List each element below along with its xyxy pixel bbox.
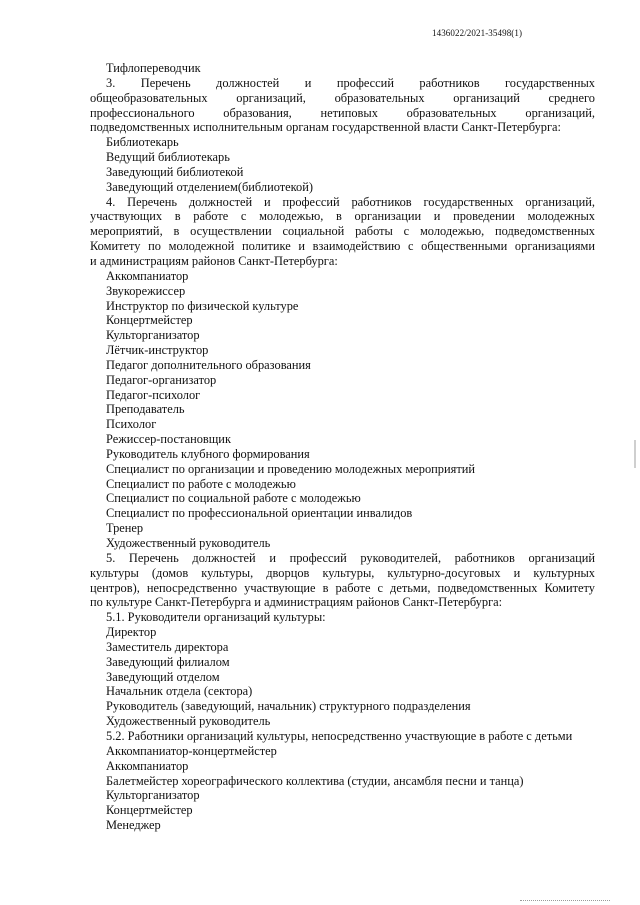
- document-line: Культорганизатор: [106, 788, 200, 803]
- document-line: Аккомпаниатор: [106, 268, 189, 283]
- document-line: профессионального образования, нетиповых образовательных организаций,: [90, 105, 595, 120]
- document-line: Педагог дополнительного образования: [106, 357, 311, 372]
- document-line: Педагог-психолог: [106, 387, 201, 402]
- document-body: [90, 61, 595, 833]
- document-line: Тифлопереводчик: [106, 61, 201, 75]
- scan-footer-mark: [520, 900, 610, 902]
- document-line: Режиссер-постановщик: [106, 432, 231, 447]
- document-line: Психолог: [106, 417, 157, 432]
- document-line: Тренер: [106, 521, 144, 536]
- document-line: мероприятий, в осуществлении социальной работы с молодежью, подведомственных: [90, 224, 595, 239]
- document-line: культуры (домов культуры, дворцов культуры, культурно-досуговых и культурных: [90, 565, 595, 580]
- document-line: Заведующий отделением(библиотекой): [106, 179, 314, 194]
- document-line: центров), непосредственно участвующие в работе с детьми, подведомственных Комитету: [90, 580, 595, 595]
- document-line: Педагог-организатор: [106, 372, 217, 387]
- document-line: 3. Перечень должностей и профессий работников государственных: [106, 75, 595, 90]
- document-line: Концертмейстер: [106, 313, 193, 328]
- document-line: Начальник отдела (сектора): [106, 684, 253, 699]
- document-line: Специалист по организации и проведению молодежных мероприятий: [106, 461, 475, 476]
- document-line: Руководитель клубного формирования: [106, 446, 310, 461]
- document-line: общеобразовательных организаций, образовательных организаций среднего: [90, 90, 595, 105]
- document-line: Звукорежиссер: [106, 283, 186, 298]
- document-line: Библиотекарь: [106, 135, 179, 150]
- document-line: и администрациям районов Санкт-Петербурга:: [90, 253, 338, 268]
- document-line: Преподаватель: [106, 402, 185, 417]
- document-line: Лётчик-инструктор: [106, 343, 209, 358]
- document-line: Балетмейстер хореографического коллектива (студии, ансамбля песни и танца): [106, 773, 524, 788]
- document-line: Специалист по работе с молодежью: [106, 476, 296, 491]
- document-line: Специалист по профессиональной ориентации инвалидов: [106, 506, 413, 521]
- document-line: Руководитель (заведующий, начальник) структурного подразделения: [106, 699, 471, 714]
- document-line: подведомственных исполнительным органам государственной власти Санкт-Петербурга:: [90, 120, 561, 135]
- document-line: Заместитель директора: [106, 639, 229, 654]
- document-line: 5.2. Работники организаций культуры, непосредственно участвующие в работе с детьми: [106, 728, 573, 743]
- document-line: Специалист по социальной работе с молодежью: [106, 491, 361, 506]
- document-line: 5. Перечень должностей и профессий руководителей, работников организаций: [106, 550, 595, 565]
- document-line: Аккомпаниатор: [106, 758, 189, 773]
- document-line: по культуре Санкт-Петербурга и администрациям районов Санкт-Петербурга:: [90, 595, 503, 610]
- document-line: 5.1. Руководители организаций культуры:: [106, 610, 326, 625]
- document-line: Концертмейстер: [106, 803, 193, 818]
- document-line: участвующих в работе с молодежью, в организации и проведении молодежных: [90, 209, 595, 224]
- scan-edge-mark: [634, 440, 636, 468]
- document-line: Художественный руководитель: [106, 536, 271, 550]
- document-line: Комитету по молодежной политике и взаимодействию с общественными организациями: [90, 239, 595, 254]
- document-line: Художественный руководитель: [106, 714, 271, 729]
- document-line: Культорганизатор: [106, 328, 200, 343]
- document-id: 1436022/2021-35498(1): [432, 28, 523, 38]
- document-line: Менеджер: [106, 818, 161, 833]
- document-line: Инструктор по физической культуре: [106, 298, 299, 313]
- document-line: Заведующий филиалом: [106, 654, 230, 669]
- document-line: Аккомпаниатор-концертмейстер: [106, 743, 277, 758]
- document-line: Заведующий библиотекой: [106, 164, 244, 179]
- document-line: 4. Перечень должностей и профессий работников государственных организаций,: [106, 194, 595, 209]
- document-line: Заведующий отделом: [106, 669, 220, 684]
- document-line: Директор: [106, 625, 157, 640]
- document-line: Ведущий библиотекарь: [106, 150, 230, 165]
